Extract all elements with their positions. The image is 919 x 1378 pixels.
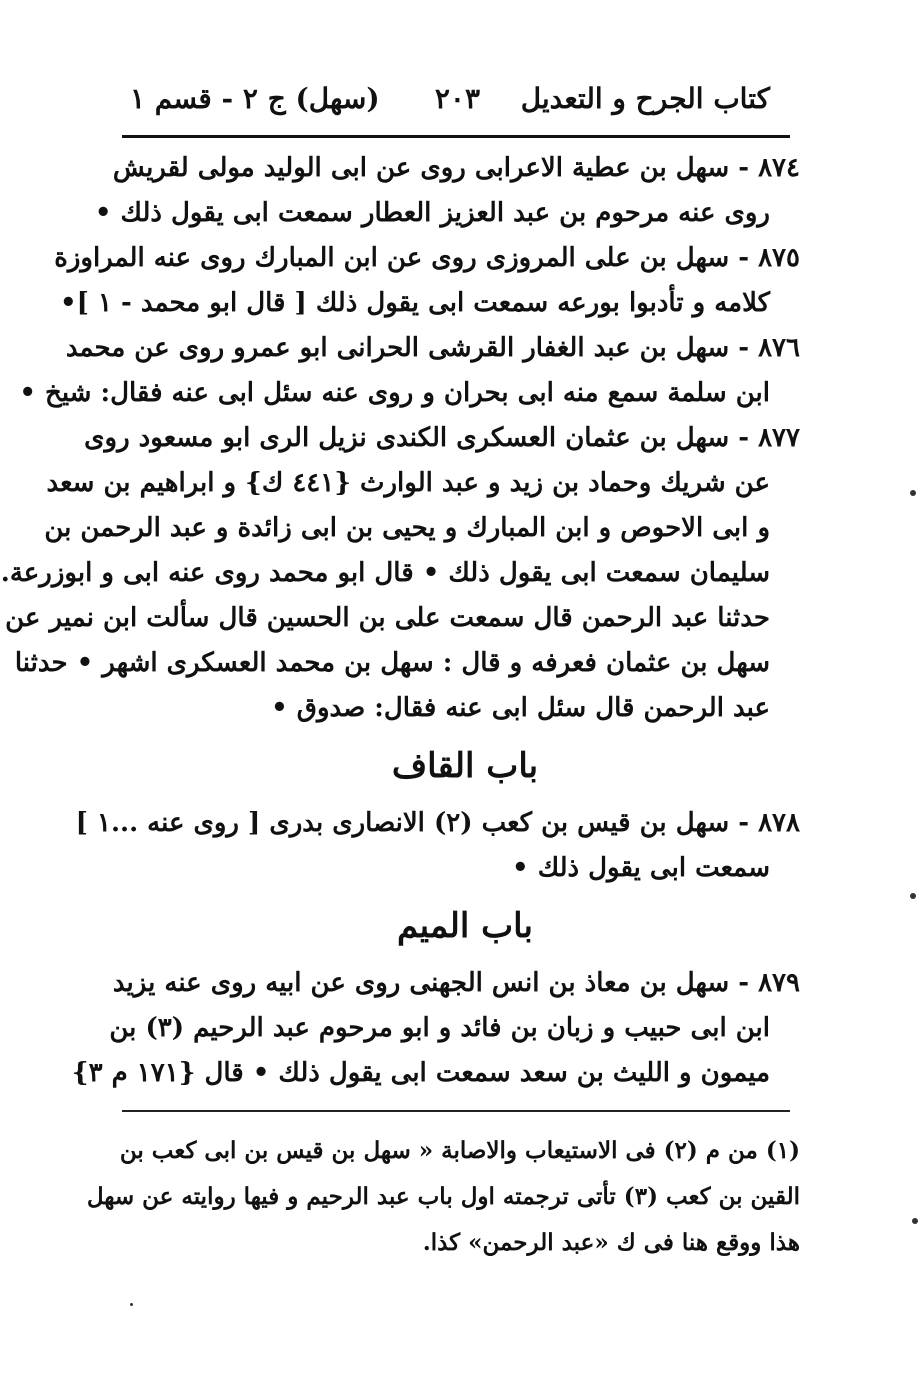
scan-speck xyxy=(910,490,916,496)
entry-877-line-2: عن شريك وحماد بن زيد و عبد الوارث {٤٤١ ك} و ابراهيم بن سعد xyxy=(46,468,770,498)
entry-875-line-1: ٨٧٥ - سهل بن على المروزى روى عن ابن المبارك روى عنه المراوزة xyxy=(54,243,800,273)
footnote-line-2: القين بن كعب (٣) تأتى ترجمته اول باب عبد الرحيم و فيها روايته عن سهل xyxy=(86,1183,800,1210)
entry-877-line-4: سليمان سمعت ابى يقول ذلك • قال ابو محمد روى عنه ابى و ابوزرعة. xyxy=(0,558,770,588)
main-text xyxy=(0,146,800,1096)
page-number: ٢٠٣ xyxy=(434,82,480,115)
footnotes xyxy=(86,1128,800,1266)
entry-877-line-1: ٨٧٧ - سهل بن عثمان العسكرى الكندى نزيل الرى ابو مسعود روى xyxy=(84,423,800,453)
footnote-rule xyxy=(122,1110,790,1112)
entry-877-line-7: عبد الرحمن قال سئل ابى عنه فقال: صدوق • xyxy=(271,693,770,723)
entry-879-line-1: ٨٧٩ - سهل بن معاذ بن انس الجهنى روى عن ابيه روى عنه يزيد xyxy=(112,968,800,998)
footnote-line-1: (١) من م (٢) فى الاستيعاب والاصابة « سهل بن قيس بن ابى كعب بن xyxy=(119,1137,800,1164)
entry-879-line-3: ميمون و الليث بن سعد سمعت ابى يقول ذلك • قال {١٧١ م ٣} xyxy=(71,1058,770,1088)
entry-878-line-2: سمعت ابى يقول ذلك • xyxy=(512,853,770,883)
entry-876-line-1: ٨٧٦ - سهل بن عبد الغفار القرشى الحرانى ابو عمرو روى عن محمد xyxy=(65,333,800,363)
entry-875-line-2: كلامه و تأدبوا بورعه سمعت ابى يقول ذلك [ قال ابو محمد - ١ ]• xyxy=(59,288,770,318)
entry-877-line-5: حدثنا عبد الرحمن قال سمعت على بن الحسين قال سألت ابن نمير عن xyxy=(5,603,770,633)
book-title: كتاب الجرح و التعديل xyxy=(520,82,770,115)
entry-874-line-2: روى عنه مرحوم بن عبد العزيز العطار سمعت ابى يقول ذلك • xyxy=(94,198,770,228)
running-header xyxy=(130,72,770,128)
header-rule xyxy=(122,135,790,138)
chapter-heading-qaf: باب القاف xyxy=(391,746,539,786)
section-label: (سهل) ج ٢ - قسم ١ xyxy=(130,82,380,115)
scan-speck xyxy=(912,1218,918,1224)
scan-speck xyxy=(130,1303,133,1306)
entry-877-line-3: و ابى الاحوص و ابن المبارك و يحيى بن ابى زائدة و عبد الرحمن بن xyxy=(44,513,770,543)
footnote-line-3: هذا ووقع هنا فى ك «عبد الرحمن» كذا. xyxy=(422,1229,800,1256)
scan-speck xyxy=(910,893,916,899)
entry-878-line-1: ٨٧٨ - سهل بن قيس بن كعب (٢) الانصارى بدرى [ روى عنه ...١ ] xyxy=(75,808,800,838)
chapter-heading-mim: باب الميم xyxy=(396,906,534,946)
entry-879-line-2: ابن ابى حبيب و زبان بن فائد و ابو مرحوم عبد الرحيم (٣) بن xyxy=(109,1013,770,1043)
entry-877-line-6: سهل بن عثمان فعرفه و قال : سهل بن محمد العسكرى اشهر • حدثنا xyxy=(14,648,770,678)
entry-874-line-1: ٨٧٤ - سهل بن عطية الاعرابى روى عن ابى الوليد مولى لقريش xyxy=(112,153,800,183)
entry-876-line-2: ابن سلمة سمع منه ابى بحران و روى عنه سئل ابى عنه فقال: شيخ • xyxy=(19,378,770,408)
